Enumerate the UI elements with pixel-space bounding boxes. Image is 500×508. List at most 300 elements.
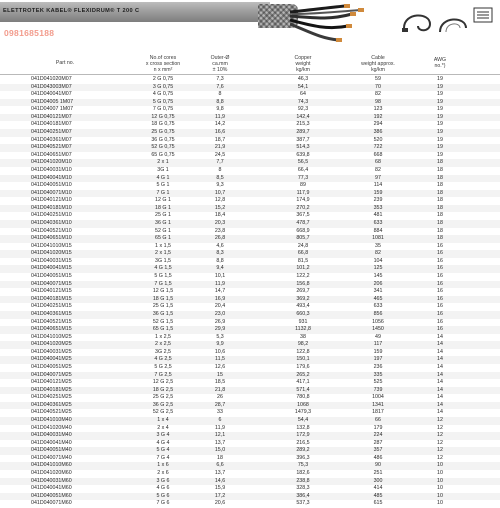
cell-cable-weight: 70	[375, 83, 381, 90]
header-part-no: Part no.	[55, 60, 75, 66]
table-row	[0, 99, 500, 107]
cell-cable-weight: 68	[375, 159, 381, 166]
cell-awg: 14	[437, 379, 443, 386]
cell-part-no: 041D040051M15	[31, 273, 72, 280]
cell-awg: 16	[437, 295, 443, 302]
cell-awg: 19	[437, 83, 443, 90]
cell-part-no: 041D040521M07	[31, 144, 72, 151]
cell-part-no: 041D040071M25	[31, 371, 72, 378]
cell-cores: 7 G 0,75	[152, 106, 174, 113]
cell-awg: 14	[437, 341, 443, 348]
cell-cores: 52 G 1	[155, 227, 171, 234]
table-row	[0, 387, 500, 395]
cell-awg: 19	[437, 129, 443, 136]
cell-part-no: 041D040041M10	[31, 174, 72, 181]
table-row	[0, 258, 500, 266]
cell-cores: 5 G 6	[156, 492, 170, 499]
cell-copper-weight: 478,7	[296, 219, 310, 226]
cell-cores: 2 x 1,5	[155, 250, 171, 257]
cell-outer-diameter: 15,9	[214, 485, 226, 492]
cell-copper-weight: 238,8	[296, 477, 310, 484]
cell-copper-weight: 54,4	[297, 417, 309, 424]
cell-cores: 3 G 6	[156, 477, 170, 484]
cell-cable-weight: 1817	[372, 409, 384, 416]
cell-cable-weight: 90	[375, 462, 381, 469]
cell-part-no: 041D04007 1M07	[31, 106, 74, 113]
cell-awg: 18	[437, 174, 443, 181]
cell-awg: 10	[437, 485, 443, 492]
cell-awg: 10	[437, 470, 443, 477]
cell-cable-weight: 335	[373, 371, 383, 378]
cell-copper-weight: 215,3	[296, 121, 310, 128]
cell-cable-weight: 224	[373, 432, 383, 439]
header-cable-weight: Cable weight approx. kg/km	[361, 55, 395, 73]
cell-part-no: 041D041020M15	[31, 250, 72, 257]
cell-cores: 18 G 2,5	[152, 386, 174, 393]
cell-part-no: 041D040251M15	[31, 303, 72, 310]
cell-awg: 16	[437, 303, 443, 310]
cell-cable-weight: 82	[375, 166, 381, 173]
cell-outer-diameter: 33	[217, 409, 223, 416]
table-row	[0, 273, 500, 281]
table-row	[0, 493, 500, 501]
cell-cable-weight: 294	[373, 121, 383, 128]
table-row	[0, 220, 500, 228]
cell-part-no: 041D041020M10	[31, 159, 72, 166]
table-row	[0, 137, 500, 145]
product-banner	[0, 0, 500, 55]
cell-copper-weight: 805,7	[296, 235, 310, 242]
certification-icon	[474, 8, 492, 22]
cell-copper-weight: 54,1	[297, 83, 309, 90]
table-row	[0, 243, 500, 251]
cell-cable-weight: 633	[373, 219, 383, 226]
cell-copper-weight: 174,9	[296, 197, 310, 204]
header-awg: AWG no.*)	[433, 57, 447, 69]
cell-outer-diameter: 16,6	[214, 129, 226, 136]
cell-copper-weight: 216,5	[296, 439, 310, 446]
cell-cores: 65 G 0,75	[151, 151, 175, 158]
table-row	[0, 197, 500, 205]
cell-outer-diameter: 6,6	[216, 462, 224, 469]
cell-part-no: 041D040041M25	[31, 356, 72, 363]
cell-copper-weight: 81,5	[297, 257, 309, 264]
cell-part-no: 041D040051M10	[31, 182, 72, 189]
cell-awg: 18	[437, 197, 443, 204]
cell-awg: 18	[437, 235, 443, 242]
cell-copper-weight: 660,3	[296, 310, 310, 317]
cell-outer-diameter: 24,5	[214, 151, 226, 158]
cell-copper-weight: 75,3	[297, 462, 309, 469]
cell-outer-diameter: 21,9	[214, 144, 226, 151]
cell-cable-weight: 357	[373, 447, 383, 454]
cell-cores: 7 G 1	[156, 189, 170, 196]
cell-copper-weight: 156,8	[296, 280, 310, 287]
table-row	[0, 121, 500, 129]
table-row	[0, 500, 500, 508]
cell-awg: 12	[437, 439, 443, 446]
cell-cores: 52 G 0,75	[151, 144, 175, 151]
cell-cable-weight: 35	[375, 242, 381, 249]
cell-outer-diameter: 8,8	[216, 257, 224, 264]
cell-cores: 1 x 1,5	[155, 242, 171, 249]
cell-outer-diameter: 26,9	[214, 318, 226, 325]
cell-awg: 16	[437, 280, 443, 287]
cell-cores: 12 G 1,5	[152, 288, 174, 295]
cell-awg: 16	[437, 273, 443, 280]
table-row	[0, 311, 500, 319]
table-row	[0, 190, 500, 198]
cell-outer-diameter: 13,7	[214, 439, 226, 446]
cell-cable-weight: 123	[373, 106, 383, 113]
cell-cores: 1 x 6	[157, 462, 169, 469]
cell-part-no: 041D040121M10	[31, 197, 72, 204]
cell-part-no: 041D040521M10	[31, 227, 72, 234]
cell-awg: 14	[437, 386, 443, 393]
cell-part-no: 041D04005 1M07	[31, 98, 74, 105]
cable-image	[0, 2, 270, 22]
table-row	[0, 409, 500, 417]
cell-awg: 12	[437, 424, 443, 431]
cell-awg: 18	[437, 189, 443, 196]
cell-cores: 18 G 0,75	[151, 121, 175, 128]
cell-cores: 4 G 6	[156, 485, 170, 492]
cell-part-no: 041D040121M25	[31, 379, 72, 386]
cell-cable-weight: 1341	[372, 401, 384, 408]
cell-cores: 4 G 2,5	[154, 356, 172, 363]
table-row	[0, 175, 500, 183]
cell-copper-weight: 38	[300, 333, 306, 340]
table-row	[0, 144, 500, 152]
cell-copper-weight: 367,5	[296, 212, 310, 219]
cell-copper-weight: 514,3	[296, 144, 310, 151]
chain-icon	[440, 19, 466, 32]
cell-cable-weight: 668	[373, 151, 383, 158]
cell-outer-diameter: 11,9	[215, 113, 225, 120]
cell-outer-diameter: 18,5	[214, 379, 226, 386]
cell-copper-weight: 66,4	[297, 166, 309, 173]
cell-copper-weight: 369,2	[296, 295, 310, 302]
cell-awg: 14	[437, 333, 443, 340]
table-row	[0, 228, 500, 236]
flexing-radius-icon	[402, 15, 430, 32]
cell-cores: 7 G 6	[156, 500, 170, 507]
cell-outer-diameter: 8,8	[216, 98, 224, 105]
table-row	[0, 106, 500, 114]
table-header	[0, 54, 500, 75]
cell-cores: 4 G 1,5	[154, 265, 172, 272]
cell-cable-weight: 82	[375, 250, 381, 257]
cell-cores: 2 x 4	[157, 424, 169, 431]
cell-awg: 18	[437, 159, 443, 166]
cell-copper-weight: 265,2	[296, 371, 310, 378]
cell-awg: 19	[437, 98, 443, 105]
cell-outer-diameter: 15	[217, 371, 223, 378]
header-cores: No.of cores x cross section n x mm²	[145, 55, 181, 73]
cell-outer-diameter: 11,9	[215, 424, 225, 431]
cell-cable-weight: 125	[373, 265, 383, 272]
table-row	[0, 334, 500, 342]
cell-cores: 5 G 4	[156, 447, 170, 454]
cell-copper-weight: 122,8	[296, 348, 310, 355]
cell-awg: 16	[437, 288, 443, 295]
cell-part-no: 041D040041M07	[31, 91, 72, 98]
cell-awg: 12	[437, 417, 443, 424]
cell-copper-weight: 289,7	[296, 129, 310, 136]
cell-cable-weight: 465	[373, 295, 383, 302]
cell-cable-weight: 239	[373, 197, 383, 204]
phone-watermark: 0981685188	[4, 28, 55, 38]
table-row	[0, 402, 500, 410]
cell-cable-weight: 341	[373, 288, 383, 295]
cell-copper-weight: 493,4	[296, 303, 310, 310]
cell-cores: 36 G 0,75	[151, 136, 175, 143]
cell-cores: 12 G 2,5	[152, 379, 174, 386]
cable-print-text: ELETTROTEK KABEL® FLEXIDRUM® T 200 C	[3, 8, 140, 14]
cell-awg: 10	[437, 462, 443, 469]
cell-cable-weight: 486	[373, 454, 383, 461]
table-row	[0, 205, 500, 213]
cell-cable-weight: 520	[373, 136, 383, 143]
table-row	[0, 326, 500, 334]
cell-part-no: 041D043003M07	[31, 83, 72, 90]
cell-awg: 14	[437, 356, 443, 363]
cell-outer-diameter: 13,7	[214, 470, 226, 477]
table-row	[0, 462, 500, 470]
cell-cores: 3G 1	[157, 166, 169, 173]
cell-awg: 16	[437, 310, 443, 317]
cell-part-no: 041D041010M15	[31, 242, 72, 249]
cell-part-no: 041D040031M60	[31, 477, 72, 484]
cell-cable-weight: 481	[373, 212, 383, 219]
cell-copper-weight: 122,2	[296, 273, 310, 280]
cell-copper-weight: 179,6	[296, 363, 310, 370]
cell-cable-weight: 633	[373, 303, 383, 310]
table-row	[0, 447, 500, 455]
table-row	[0, 114, 500, 122]
cell-awg: 18	[437, 204, 443, 211]
cell-part-no: 041D040651M15	[31, 326, 72, 333]
cell-outer-diameter: 4,6	[216, 242, 224, 249]
cell-copper-weight: 150,1	[296, 356, 310, 363]
cell-cores: 2 x 1	[157, 159, 169, 166]
table-row	[0, 265, 500, 273]
cell-copper-weight: 386,4	[296, 492, 310, 499]
cell-cable-weight: 485	[373, 492, 383, 499]
cell-outer-diameter: 9,3	[216, 182, 224, 189]
cell-awg: 16	[437, 250, 443, 257]
cell-copper-weight: 270,2	[296, 204, 310, 211]
cell-awg: 19	[437, 151, 443, 158]
cell-outer-diameter: 8,5	[216, 174, 224, 181]
cell-awg: 19	[437, 91, 443, 98]
cell-part-no: 041D040071M40	[31, 454, 72, 461]
table-row	[0, 288, 500, 296]
cell-part-no: 041D040051M25	[31, 363, 72, 370]
table-row	[0, 250, 500, 258]
cell-cores: 4 G 1	[156, 174, 170, 181]
table-row	[0, 394, 500, 402]
cell-cable-weight: 300	[373, 477, 383, 484]
cell-part-no: 041D040651M10	[31, 235, 72, 242]
table-body	[0, 76, 500, 508]
cell-copper-weight: 98,2	[297, 341, 309, 348]
cell-copper-weight: 639,8	[296, 151, 310, 158]
cell-outer-diameter: 7,6	[216, 83, 224, 90]
cell-part-no: 041D041020M07	[31, 76, 72, 82]
cell-outer-diameter: 17,2	[214, 492, 226, 499]
cell-outer-diameter: 18	[217, 454, 223, 461]
table-row	[0, 470, 500, 478]
cell-copper-weight: 537,3	[296, 500, 310, 507]
cell-cable-weight: 386	[373, 129, 383, 136]
cell-awg: 14	[437, 363, 443, 370]
table-row	[0, 356, 500, 364]
cell-outer-diameter: 20,4	[214, 303, 226, 310]
cell-copper-weight: 417,1	[296, 379, 310, 386]
cell-cores: 1 x 2,5	[155, 333, 171, 340]
table-row	[0, 417, 500, 425]
cell-awg: 14	[437, 371, 443, 378]
cell-copper-weight: 571,4	[296, 386, 310, 393]
cell-part-no: 041D040251M25	[31, 394, 72, 401]
cell-copper-weight: 101,2	[296, 265, 310, 272]
cell-cable-weight: 251	[373, 470, 383, 477]
cell-cable-weight: 615	[373, 500, 383, 507]
cell-cable-weight: 145	[373, 273, 383, 280]
cell-copper-weight: 1068	[297, 401, 309, 408]
cell-awg: 19	[437, 113, 443, 120]
table-row	[0, 129, 500, 137]
table-row	[0, 455, 500, 463]
cell-part-no: 041D041010M25	[31, 333, 72, 340]
cell-outer-diameter: 12,6	[214, 363, 226, 370]
cell-cable-weight: 722	[373, 144, 383, 151]
cell-awg: 10	[437, 492, 443, 499]
cell-part-no: 041D040521M25	[31, 409, 72, 416]
cell-cable-weight: 192	[373, 113, 383, 120]
cell-outer-diameter: 26,8	[214, 235, 226, 242]
cell-awg: 14	[437, 348, 443, 355]
cell-part-no: 041D040251M10	[31, 212, 72, 219]
cell-part-no: 041D040031M25	[31, 348, 72, 355]
cell-cores: 25 G 2,5	[152, 394, 174, 401]
cell-awg: 16	[437, 318, 443, 325]
cell-cores: 5 G 1	[156, 182, 170, 189]
cell-cores: 36 G 1,5	[152, 310, 174, 317]
table-row	[0, 425, 500, 433]
cell-copper-weight: 931	[298, 318, 308, 325]
table-row	[0, 379, 500, 387]
cell-part-no: 041D040121M15	[31, 288, 72, 295]
cell-awg: 12	[437, 447, 443, 454]
cell-awg: 18	[437, 166, 443, 173]
cell-part-no: 041D040181M10	[31, 204, 72, 211]
cell-part-no: 041D041020M40	[31, 424, 72, 431]
cell-part-no: 041D040031M10	[31, 166, 72, 173]
cell-outer-diameter: 26	[217, 394, 223, 401]
cell-outer-diameter: 10,6	[214, 348, 226, 355]
cell-copper-weight: 46,3	[297, 76, 309, 82]
cell-cores: 5 G 2,5	[154, 363, 172, 370]
cell-outer-diameter: 16,9	[214, 295, 226, 302]
cell-outer-diameter: 29,9	[214, 326, 226, 333]
cell-cable-weight: 49	[375, 333, 381, 340]
cell-copper-weight: 182,6	[296, 470, 310, 477]
cell-copper-weight: 56,5	[297, 159, 309, 166]
cell-part-no: 041D040071M15	[31, 280, 72, 287]
cell-outer-diameter: 14,2	[214, 121, 226, 128]
cell-cores: 7 G 1,5	[154, 280, 172, 287]
cell-cores: 52 G 1,5	[152, 318, 174, 325]
cell-outer-diameter: 11,9	[215, 280, 225, 287]
cell-copper-weight: 64	[300, 91, 306, 98]
table-row	[0, 84, 500, 92]
cell-cable-weight: 525	[373, 379, 383, 386]
cell-copper-weight: 132,8	[296, 424, 310, 431]
table-row	[0, 281, 500, 289]
table-row	[0, 478, 500, 486]
cell-awg: 14	[437, 401, 443, 408]
cell-cable-weight: 414	[373, 485, 383, 492]
cell-copper-weight: 269,7	[296, 288, 310, 295]
cell-outer-diameter: 12,8	[214, 197, 226, 204]
cell-awg: 16	[437, 326, 443, 333]
cell-outer-diameter: 21,8	[214, 386, 226, 393]
cell-outer-diameter: 28,7	[214, 401, 226, 408]
cell-part-no: 041D040031M40	[31, 432, 72, 439]
cell-outer-diameter: 20,6	[214, 500, 226, 507]
cell-copper-weight: 117,9	[296, 189, 310, 196]
cell-copper-weight: 780,8	[296, 394, 310, 401]
cell-cable-weight: 97	[375, 174, 381, 181]
cell-cable-weight: 353	[373, 204, 383, 211]
cell-outer-diameter: 9,9	[216, 341, 224, 348]
cell-outer-diameter: 12,1	[214, 432, 226, 439]
cell-part-no: 041D040361M07	[31, 136, 72, 143]
cell-part-no: 041D040251M07	[31, 129, 72, 136]
cell-outer-diameter: 11,5	[215, 356, 225, 363]
cell-part-no: 041D040031M15	[31, 257, 72, 264]
property-icons	[400, 6, 496, 46]
cell-cable-weight: 59	[375, 76, 381, 82]
cell-cores: 12 G 1	[155, 197, 171, 204]
cell-copper-weight: 1479,3	[294, 409, 312, 416]
table-row	[0, 432, 500, 440]
table-row	[0, 485, 500, 493]
cell-awg: 19	[437, 106, 443, 113]
cell-cores: 5 G 0,75	[152, 98, 174, 105]
cell-cable-weight: 1004	[372, 394, 384, 401]
cell-awg: 19	[437, 144, 443, 151]
cell-cable-weight: 856	[373, 310, 383, 317]
cell-cores: 3G 2,5	[155, 348, 171, 355]
cell-cores: 7 G 2,5	[154, 371, 172, 378]
cell-part-no: 041D040041M40	[31, 439, 72, 446]
cell-cores: 52 G 2,5	[152, 409, 174, 416]
cell-awg: 19	[437, 121, 443, 128]
cell-part-no: 041D041010M60	[31, 462, 72, 469]
cell-awg: 12	[437, 454, 443, 461]
cell-awg: 10	[437, 500, 443, 507]
cell-part-no: 041D040361M25	[31, 401, 72, 408]
cell-copper-weight: 89	[300, 182, 306, 189]
cell-outer-diameter: 8	[218, 166, 222, 173]
cell-cores: 4 G 4	[156, 439, 170, 446]
cell-cable-weight: 1056	[372, 318, 384, 325]
table-row	[0, 372, 500, 380]
cell-cable-weight: 104	[373, 257, 383, 264]
